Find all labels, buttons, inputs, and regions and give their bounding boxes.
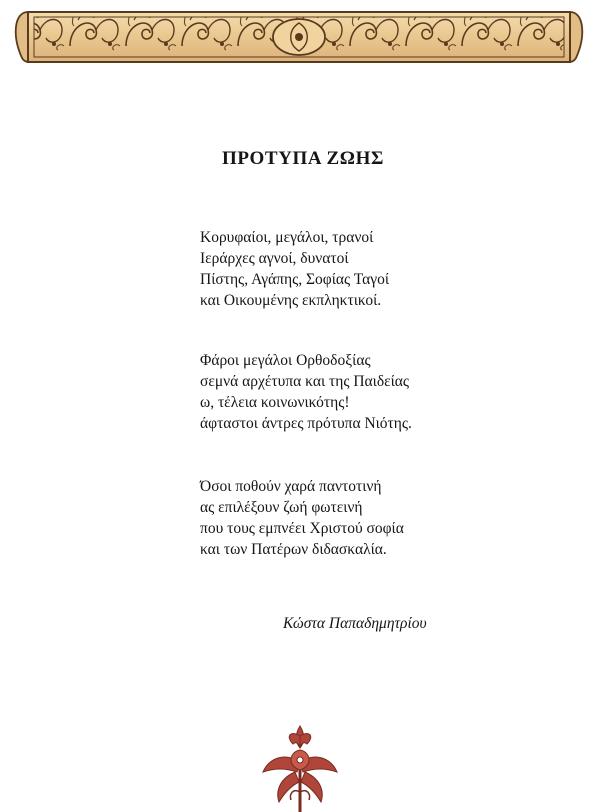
- verse-line: Κορυφαίοι, μεγάλοι, τρανοί: [200, 229, 374, 246]
- verse-line: άφταστοι άντρες πρότυπα Νιότης.: [200, 415, 412, 432]
- poem-title: ΠΡΟΤΥΠΑ ΖΩΗΣ: [221, 148, 385, 169]
- stanza-1: [200, 227, 530, 311]
- floral-ornament-icon: [255, 722, 345, 812]
- stanza-2: [200, 350, 530, 434]
- verse-line: Ιεράρχες αγνοί, δυνατοί: [200, 250, 349, 267]
- verse-line: ω, τέλεια κοινωνικότης!: [200, 394, 350, 411]
- verse-line: και Οικουμένης εκπληκτικοί.: [200, 292, 382, 309]
- bottom-ornament: [255, 722, 345, 812]
- floral-scroll-banner-icon: [10, 6, 588, 68]
- verse-line: και των Πατέρων διδασκαλία.: [200, 541, 387, 558]
- verse-line: Πίστης, Αγάπης, Σοφίας Ταγοί: [200, 271, 390, 288]
- author-name: Κώστα Παπαδημητρίου: [283, 615, 427, 632]
- stanza-3: [200, 476, 530, 560]
- verse-line: σεμνά αρχέτυπα και της Παιδείας: [200, 373, 410, 390]
- verse-line: Φάροι μεγάλοι Ορθοδοξίας: [200, 352, 371, 369]
- verse-line: που τους εμπνέει Χριστού σοφία: [200, 520, 404, 537]
- verse-line: ας επιλέξουν ζωή φωτεινή: [200, 499, 363, 516]
- decorative-banner: [10, 6, 588, 68]
- verse-line: Όσοι ποθούν χαρά παντοτινή: [200, 478, 382, 495]
